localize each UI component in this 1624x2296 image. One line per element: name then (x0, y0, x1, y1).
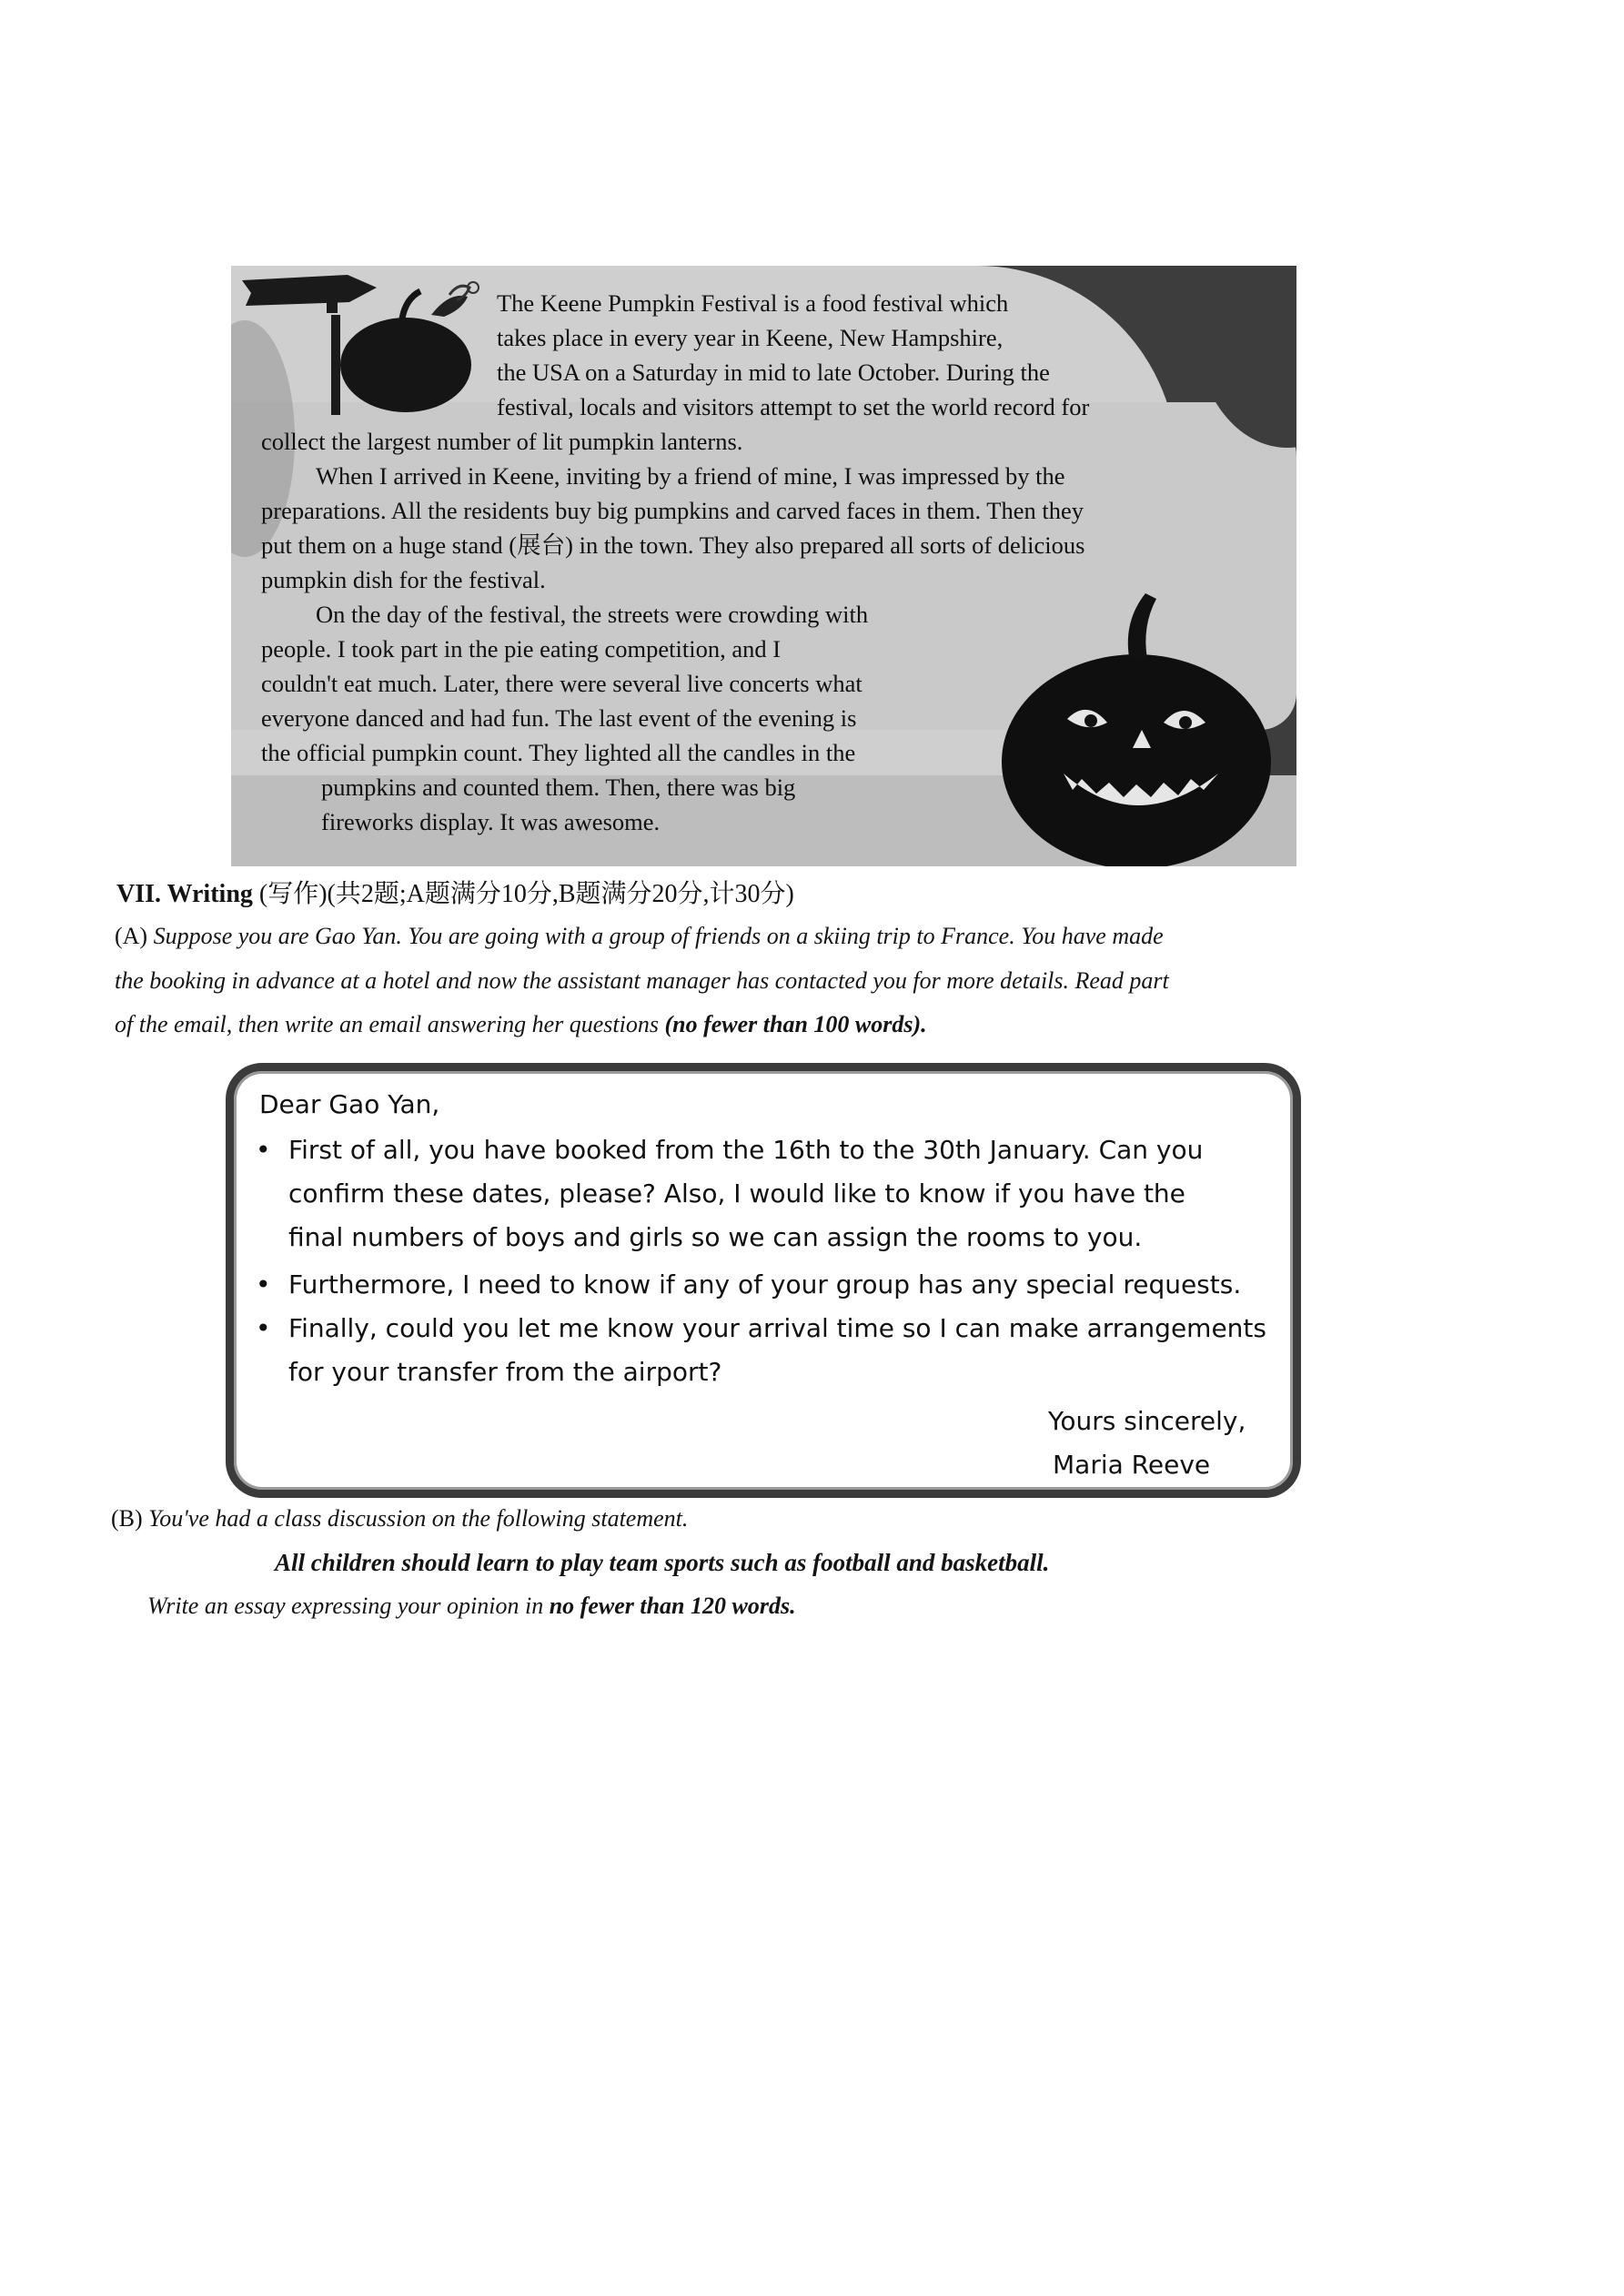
small-pumpkin-icon (304, 278, 486, 415)
bullet-icon: • (256, 1313, 271, 1343)
email-signature: Maria Reeve (1053, 1450, 1211, 1480)
text-line: the official pumpkin count. They lighted all the candles in the (261, 739, 856, 766)
festival-paragraph-3 (261, 597, 868, 839)
text-line: everyone danced and had fun. The last event of the evening is (261, 704, 857, 732)
task-b-intro: (B) You've had a class discussion on the following statement. (111, 1505, 689, 1532)
festival-illustration-panel (231, 266, 1296, 866)
section-heading (116, 874, 794, 910)
text-line: people. I took part in the pie eating competition, and I (261, 635, 782, 663)
email-bullet-1-line: confirm these dates, please? Also, I would like to know if you have the (288, 1178, 1185, 1209)
text-line: On the day of the festival, the streets were crowding with (316, 601, 869, 628)
task-b-statement: All children should learn to play team sports such as football and basketball. (275, 1549, 1050, 1576)
text-line: preparations. All the residents buy big pumpkins and carved faces in them. Then they (261, 497, 1084, 524)
bullet-icon: • (256, 1135, 271, 1165)
jack-o-lantern-icon (991, 566, 1296, 866)
text-line: fireworks display. It was awesome. (321, 808, 661, 835)
task-a-word-requirement: (no fewer than 100 words). (664, 1011, 927, 1037)
text-line: pumpkins and counted them. Then, there was big (321, 774, 796, 801)
text-line: pumpkin dish for the festival. (261, 566, 546, 593)
email-bullet-1-line: final numbers of boys and girls so we can assign the rooms to you. (288, 1222, 1143, 1252)
email-bullet-1-line: First of all, you have booked from the 16th to the 30th January. Can you (288, 1135, 1204, 1165)
email-closing: Yours sincerely, (1048, 1406, 1246, 1436)
text-line: collect the largest number of lit pumpkin lanterns. (261, 428, 743, 455)
task-b-instruction: Write an essay expressing your opinion in no fewer than 120 words. (147, 1593, 796, 1619)
section-title: VII. Writing (116, 880, 253, 908)
email-bullet-2: Furthermore, I need to know if any of your group has any special requests. (288, 1269, 1242, 1300)
task-a-instruction-line: the booking in advance at a hotel and now the assistant manager has contacted you for more details. Read part (115, 967, 1169, 994)
festival-paragraph-1 (497, 286, 1089, 424)
section-title-cn: (写作)(共2题;A题满分10分,B题满分20分,计30分) (258, 880, 794, 908)
email-greeting: Dear Gao Yan, (259, 1089, 440, 1119)
text-line: couldn't eat much. Later, there were several live concerts what (261, 670, 862, 697)
task-a-label: (A) (115, 923, 148, 949)
task-a-instruction-line: of the email, then write an email answering her questions (no fewer than 100 words). (115, 1011, 927, 1037)
text-line: festival, locals and visitors attempt to set the world record for (497, 393, 1090, 420)
email-bullet-3-line: for your transfer from the airport? (288, 1357, 722, 1387)
email-box (226, 1063, 1301, 1498)
text-line: When I arrived in Keene, inviting by a friend of mine, I was impressed by the (316, 462, 1065, 490)
text-line: put them on a huge stand (展台) in the town. They also prepared all sorts of delicious (261, 531, 1085, 559)
festival-paragraph-2 (261, 459, 1084, 597)
email-bullet-3-line: Finally, could you let me know your arrival time so I can make arrangements (288, 1313, 1266, 1343)
festival-paragraph-1-end (261, 424, 742, 459)
text-line: the USA on a Saturday in mid to late October. During the (497, 359, 1050, 386)
bullet-icon: • (256, 1269, 271, 1300)
text-line: The Keene Pumpkin Festival is a food festival which (497, 289, 1009, 317)
text-line: takes place in every year in Keene, New Hampshire, (497, 324, 1004, 351)
task-b-label: (B) (111, 1505, 143, 1532)
task-b-word-requirement: no fewer than 120 words. (549, 1593, 796, 1619)
task-a-instruction-line: (A) Suppose you are Gao Yan. You are going with a group of friends on a skiing trip to France. You have made (115, 923, 1164, 949)
